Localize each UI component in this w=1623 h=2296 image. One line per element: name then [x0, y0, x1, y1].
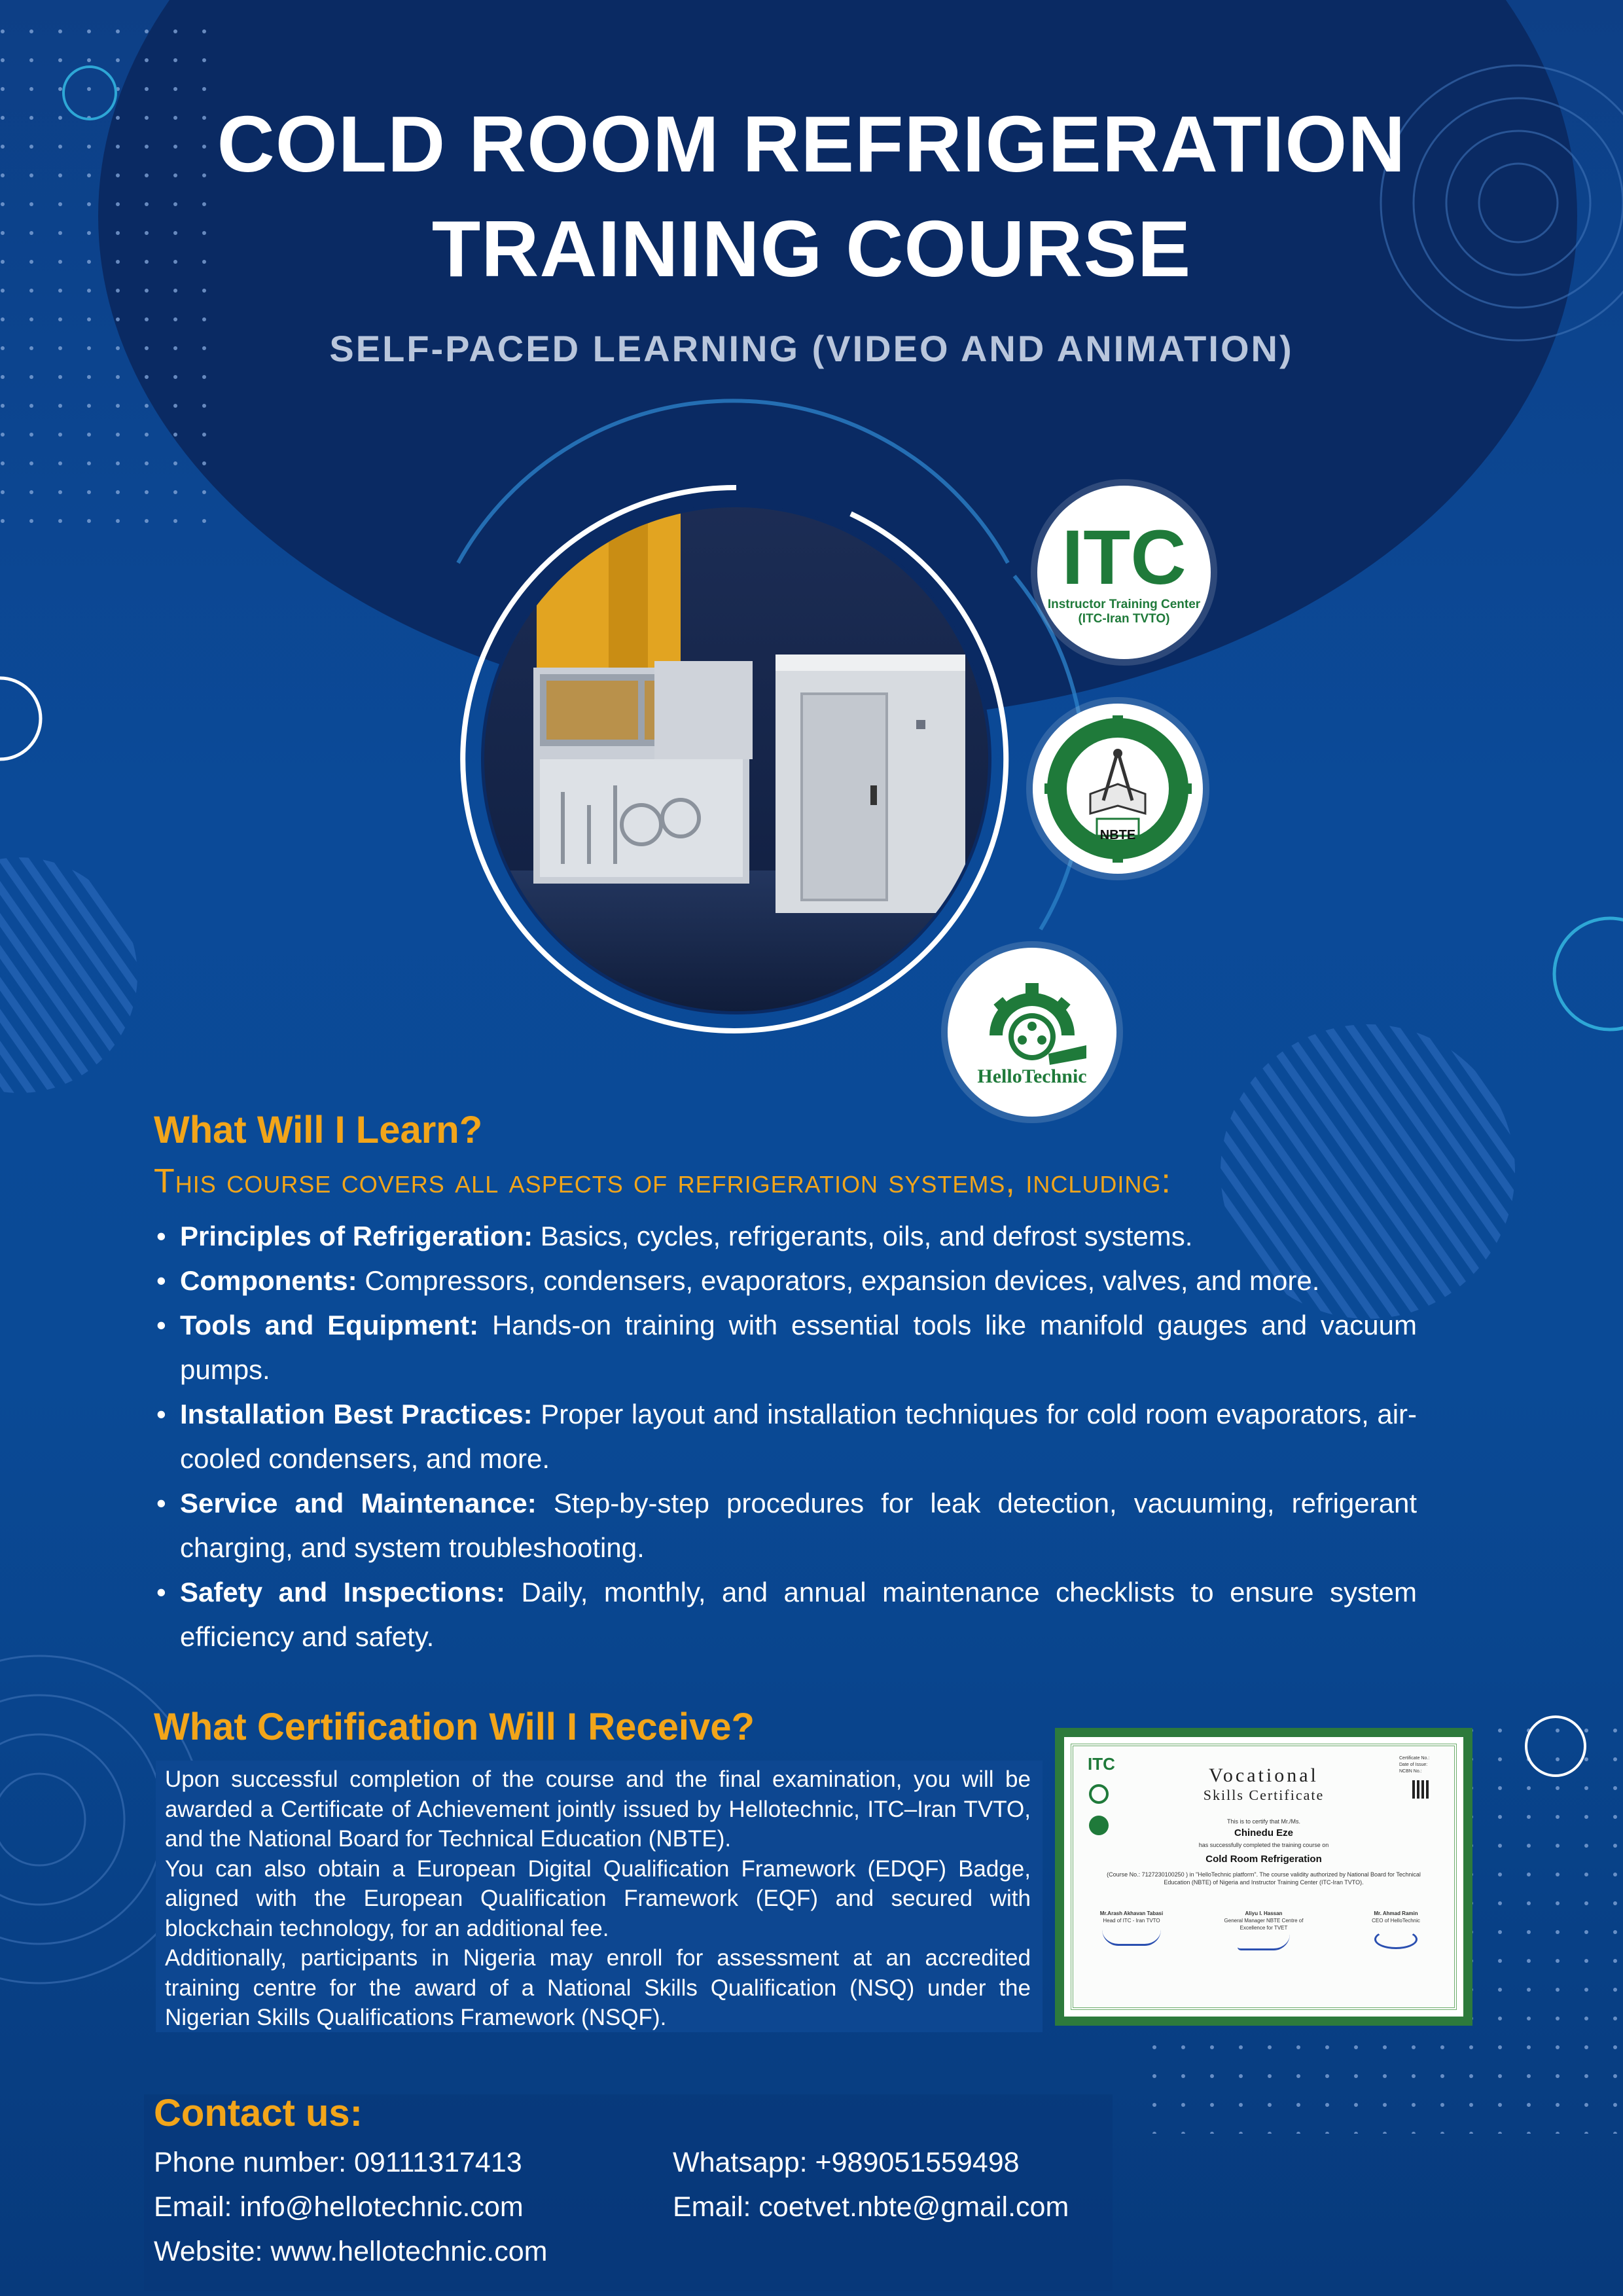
item-text: Proper layout and installation techniques for cold room evaporators, air-cooled condensers, and more.	[180, 1399, 1417, 1474]
signature-icon	[1102, 1929, 1161, 1946]
contact-website[interactable]: Website: www.hellotechnic.com	[154, 2236, 548, 2267]
signer-role: CEO of HelloTechnic	[1372, 1918, 1420, 1924]
contact-email-info[interactable]: Email: info@hellotechnic.com	[154, 2191, 524, 2223]
subtitle: SELF-PACED LEARNING (VIDEO AND ANIMATION)	[329, 328, 1294, 369]
certificate-subtitle: Skills Certificate	[1203, 1787, 1325, 1803]
list-item	[154, 1214, 1417, 1259]
certificate-preview	[1055, 1728, 1472, 2026]
nbte-label: NBTE	[1099, 828, 1136, 842]
title-line-2: TRAINING COURSE	[431, 204, 1192, 293]
item-title: Components:	[180, 1265, 357, 1296]
learn-subheading: This course covers all aspects of refrigeration systems, including:	[154, 1162, 1171, 1200]
signer-role: General Manager NBTE Centre of Excellence for TVET	[1224, 1918, 1304, 1931]
signer-name: Mr.Arash Akhavan Tabasi	[1099, 1910, 1164, 1916]
nbte-seal-badge	[1033, 704, 1203, 874]
certificate-course: Cold Room Refrigeration	[1205, 1854, 1322, 1865]
item-text: Hands-on training with essential tools like manifold gauges and vacuum pumps.	[180, 1310, 1417, 1385]
list-item	[154, 1570, 1417, 1659]
contact-whatsapp[interactable]: Whatsapp: +989051559498	[673, 2147, 1020, 2178]
itc-logo-icon: ITC	[1061, 514, 1186, 601]
contact-phone[interactable]: Phone number: 09111317413	[154, 2147, 522, 2178]
item-title: Safety and Inspections:	[180, 1577, 506, 1607]
certificate-qr-icon	[1412, 1780, 1431, 1799]
signer-role: Head of ITC - Iran TVTO	[1103, 1918, 1160, 1924]
certification-paragraph: Additionally, participants in Nigeria may enroll for assessment at an accredited training centre for the award of a National Skills Qualification (NSQ) under the Nigerian Skills Qualifications Framework (NSQF).	[165, 1945, 1031, 2030]
certificate-title: Vocational	[1209, 1765, 1319, 1786]
certificate-itc-logo: ITC	[1088, 1754, 1115, 1774]
certificate-nbte-label: NCBN No.:	[1399, 1769, 1422, 1774]
title-line-1: COLD ROOM REFRIGERATION	[217, 99, 1406, 188]
item-text: Compressors, condensers, evaporators, expansion devices, valves, and more.	[357, 1265, 1320, 1296]
certification-text-box	[156, 1761, 1043, 2032]
certificate-intro: This is to certify that Mr./Ms.	[1226, 1818, 1301, 1825]
item-title: Principles of Refrigeration:	[180, 1221, 533, 1251]
certificate-completed: has successfully completed the training course on	[1198, 1842, 1329, 1848]
hellotechnic-gear-film-icon	[976, 977, 1088, 1068]
item-title: Service and Maintenance:	[180, 1488, 537, 1518]
itc-logo-line2: (ITC-Iran TVTO)	[1078, 611, 1170, 626]
itc-logo-line1: Instructor Training Center	[1047, 597, 1201, 611]
certification-paragraph: Upon successful completion of the course and the final examination, you will be awarded a Certificate of Achievement jointly issued by Hellotechnic, ITC–Iran TVTO, and the National Board for Technical Education (NBTE).	[165, 1767, 1031, 1852]
certification-paragraph: You can also obtain a European Digital Qualification Framework (EDQF) Badge, aligned with the European Qualification Framework (EQF) and secured with blockchain technology, for an additional fee.	[165, 1856, 1031, 1941]
certification-heading: What Certification Will I Receive?	[154, 1706, 755, 1748]
item-text: Basics, cycles, refrigerants, oils, and defrost systems.	[533, 1221, 1193, 1251]
item-title: Installation Best Practices:	[180, 1399, 533, 1429]
learn-list	[154, 1214, 1417, 1659]
item-text: Daily, monthly, and annual maintenance checklists to ensure system efficiency and safety.	[180, 1577, 1417, 1652]
list-item	[154, 1392, 1417, 1481]
signer-name: Aliyu I. Hassan	[1245, 1910, 1283, 1916]
hellotechnic-logo-badge	[948, 948, 1116, 1117]
itc-logo-badge	[1037, 486, 1211, 659]
certificate-no-label: Certificate No.:	[1399, 1756, 1430, 1761]
list-item	[154, 1303, 1417, 1392]
learn-heading: What Will I Learn?	[154, 1109, 483, 1151]
item-title: Tools and Equipment:	[180, 1310, 479, 1340]
hellotechnic-label: HelloTechnic	[977, 1066, 1087, 1087]
signature-icon	[1374, 1929, 1418, 1949]
list-item	[154, 1259, 1417, 1303]
certificate-fine-print: (Course No.: 7127230100250 ) in "HelloTechnic platform". The course validity authorized by National Board for Technical Education (NBTE) of Nigeria and Instructor Training Center (ITC-Iran TVTO).	[1107, 1871, 1421, 1886]
certificate-date-label: Date of Issue:	[1399, 1763, 1428, 1767]
item-text: Step-by-step procedures for leak detection, vacuuming, refrigerant charging, and system troubleshooting.	[180, 1488, 1418, 1563]
list-item	[154, 1481, 1417, 1570]
certificate-recipient: Chinedu Eze	[1234, 1827, 1293, 1839]
signer-name: Mr. Ahmad Ramin	[1374, 1910, 1418, 1916]
signature-icon	[1238, 1934, 1290, 1950]
contact-heading: Contact us:	[154, 2092, 363, 2134]
contact-email-nbte[interactable]: Email: coetvet.nbte@gmail.com	[673, 2191, 1069, 2223]
